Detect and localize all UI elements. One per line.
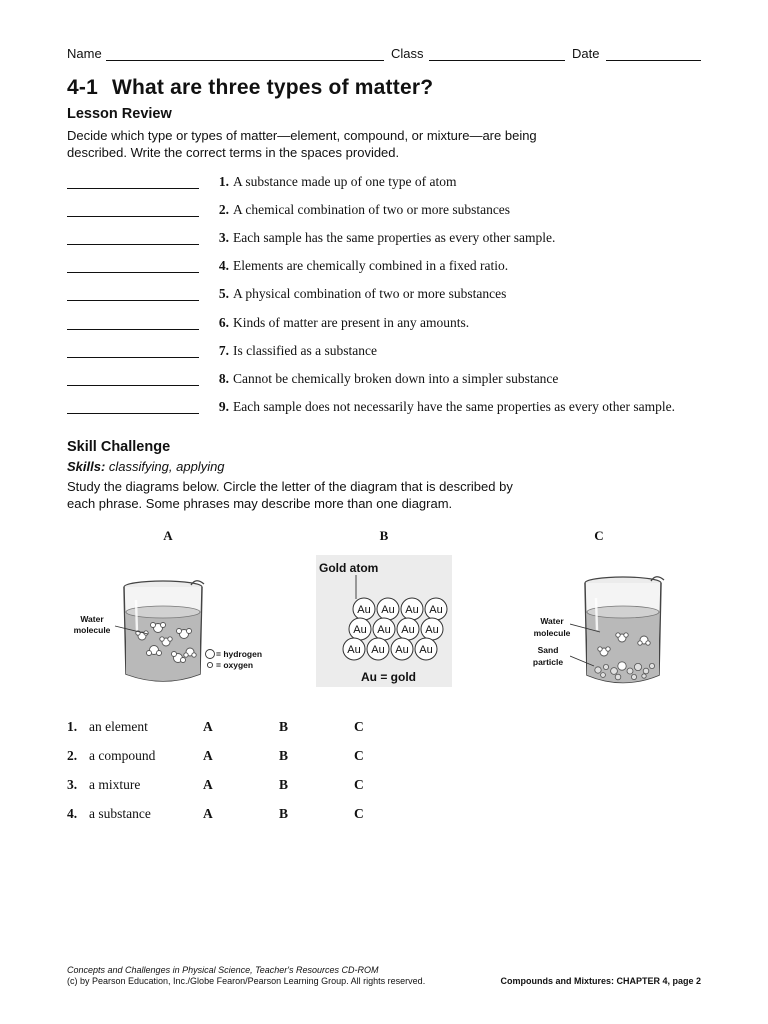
lesson-review-instructions: Decide which type or types of matter—element, compound, or mixture—are being described. Write the correct terms in the spaces provided.: [67, 128, 537, 160]
gold-atom: [391, 638, 413, 660]
option-a[interactable]: A: [203, 748, 213, 763]
skills-label: Skills:: [67, 459, 106, 474]
answer-blank[interactable]: [67, 244, 199, 245]
answer-blank[interactable]: [67, 216, 199, 217]
review-item: [67, 258, 707, 278]
option-c[interactable]: C: [354, 719, 364, 734]
gold-atom: [397, 618, 419, 640]
legend-hydrogen: = hydrogen: [216, 649, 263, 659]
gold-atom: [367, 638, 389, 660]
gold-atom-symbol: Au: [381, 604, 395, 616]
question-text: an element: [89, 719, 148, 734]
gold-caption: Au = gold: [361, 670, 416, 684]
review-item: [67, 202, 707, 222]
gold-atom: [343, 638, 365, 660]
gold-atom: [377, 598, 399, 620]
lesson-title-text: What are three types of matter?: [111, 76, 434, 99]
skill-challenge-heading: Skill Challenge: [67, 439, 171, 455]
footer-source: Concepts and Challenges in Physical Science, Teacher's Resources CD-ROM: [67, 965, 379, 975]
skill-challenge-instructions: Study the diagrams below. Circle the letter of the diagram that is described by each phrase. Some phrases may describe more than one diagram.: [67, 479, 513, 511]
review-item: [67, 174, 707, 194]
gold-atom-symbol: Au: [357, 604, 371, 616]
diagram-c-water-label: Water molecule: [533, 616, 571, 638]
gold-atom-symbol: Au: [353, 624, 367, 636]
lesson-review-heading: Lesson Review: [67, 106, 172, 122]
option-b[interactable]: B: [279, 748, 289, 763]
question-text: a mixture: [89, 777, 141, 792]
option-b[interactable]: B: [279, 777, 289, 792]
option-c[interactable]: C: [354, 777, 364, 792]
date-field[interactable]: [606, 60, 701, 61]
item-number: 6.: [218, 315, 229, 330]
gold-atom: [425, 598, 447, 620]
item-number: 3.: [218, 230, 229, 245]
question-number: 2.: [67, 748, 78, 763]
question-text: a compound: [89, 748, 156, 763]
question-number: 1.: [67, 719, 78, 734]
item-number: 2.: [218, 202, 229, 217]
item-number: 8.: [218, 371, 229, 386]
item-text: Each sample has the same properties as every other sample.: [233, 230, 556, 245]
gold-atom-symbol: Au: [377, 624, 391, 636]
gold-atom: [353, 598, 375, 620]
item-text: A substance made up of one type of atom: [233, 174, 457, 189]
answer-blank[interactable]: [67, 413, 199, 414]
gold-atom: [349, 618, 371, 640]
option-b[interactable]: B: [279, 806, 289, 821]
gold-atom-symbol: Au: [395, 644, 409, 656]
name-field[interactable]: [106, 60, 384, 61]
diagram-c-sand-label: Sand particle: [532, 645, 564, 667]
item-number: 7.: [218, 343, 229, 358]
skills-value: classifying, applying: [108, 459, 225, 474]
gold-atom-symbol: Au: [419, 644, 433, 656]
question-number: 3.: [67, 777, 78, 792]
gold-atom-symbol: Au: [371, 644, 385, 656]
question-row: [67, 777, 387, 795]
review-item: [67, 286, 707, 306]
lesson-number: 4-1: [67, 76, 98, 99]
item-text: Each sample does not necessarily have the same properties as every other sample.: [233, 399, 675, 414]
answer-blank[interactable]: [67, 300, 199, 301]
review-item: [67, 399, 707, 419]
option-a[interactable]: A: [203, 806, 213, 821]
option-c[interactable]: C: [354, 748, 364, 763]
answer-blank[interactable]: [67, 272, 199, 273]
footer-page-info: Compounds and Mixtures: CHAPTER 4, page 2: [500, 976, 701, 986]
class-field[interactable]: [429, 60, 565, 61]
gold-atom-symbol: Au: [425, 624, 439, 636]
name-label: Name: [67, 46, 102, 61]
item-text: A physical combination of two or more substances: [233, 286, 507, 301]
review-item: [67, 371, 707, 391]
gold-atom: [373, 618, 395, 640]
item-text: Is classified as a substance: [233, 343, 377, 358]
item-number: 1.: [218, 174, 229, 189]
question-row: [67, 806, 387, 824]
gold-atom-symbol: Au: [429, 604, 443, 616]
item-text: Cannot be chemically broken down into a simpler substance: [233, 371, 559, 386]
diagram-a-letter: A: [163, 528, 173, 543]
item-text: Elements are chemically combined in a fixed ratio.: [233, 258, 509, 273]
option-b[interactable]: B: [279, 719, 289, 734]
answer-blank[interactable]: [67, 188, 199, 189]
diagram-c-letter: C: [594, 528, 604, 543]
review-item: [67, 315, 707, 335]
page-title: [67, 76, 433, 100]
diagram-c-beaker: [570, 568, 680, 694]
answer-blank[interactable]: [67, 329, 199, 330]
answer-blank[interactable]: [67, 357, 199, 358]
gold-atom-label: Gold atom: [319, 561, 379, 575]
item-number: 5.: [218, 286, 229, 301]
class-label: Class: [391, 46, 424, 61]
option-c[interactable]: C: [354, 806, 364, 821]
option-a[interactable]: A: [203, 777, 213, 792]
gold-atom: [401, 598, 423, 620]
gold-atom: [421, 618, 443, 640]
skills-line: [67, 459, 225, 474]
gold-atom-symbol: Au: [347, 644, 361, 656]
question-row: [67, 748, 387, 766]
date-label: Date: [572, 46, 600, 61]
gold-atom-symbol: Au: [405, 604, 419, 616]
review-item: [67, 343, 707, 363]
review-item: [67, 230, 707, 250]
legend-oxygen: = oxygen: [216, 660, 254, 670]
item-number: 9.: [218, 399, 229, 414]
answer-blank[interactable]: [67, 385, 199, 386]
diagram-a-water-label: Water molecule: [73, 614, 111, 635]
option-a[interactable]: A: [203, 719, 213, 734]
item-number: 4.: [218, 258, 229, 273]
gold-atom-symbol: Au: [401, 624, 415, 636]
item-text: Kinds of matter are present in any amounts.: [233, 315, 470, 330]
diagram-b-letter: B: [379, 528, 389, 543]
question-number: 4.: [67, 806, 78, 821]
question-row: [67, 719, 387, 737]
item-text: A chemical combination of two or more substances: [233, 202, 511, 217]
footer-copyright: (c) by Pearson Education, Inc./Globe Fearon/Pearson Learning Group. All rights reserved.: [67, 976, 426, 986]
gold-atom: [415, 638, 437, 660]
question-text: a substance: [89, 806, 151, 821]
